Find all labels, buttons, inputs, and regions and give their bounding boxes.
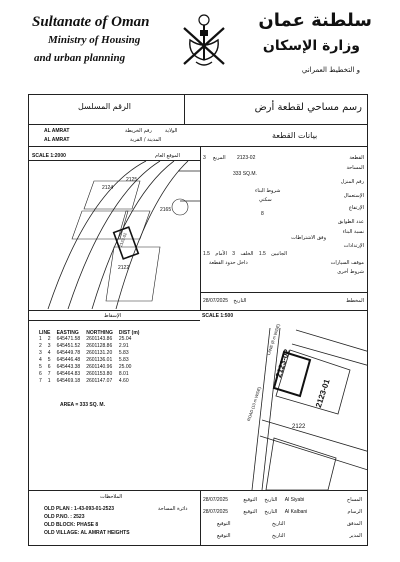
coverage-value: وفق الاشتراطات	[291, 235, 326, 241]
header-ar-line2: وزارة الإسكان	[262, 38, 360, 54]
header-ar-line1: سلطنة عمان	[258, 10, 372, 31]
wilayat-label: الولاية	[165, 128, 178, 134]
block-label: المربع	[213, 155, 226, 161]
note-old-block: OLD BLOCK: PHASE 8	[44, 522, 99, 528]
area-summary: AREA = 333 SQ. M.	[60, 402, 105, 408]
plot-number: 2123-02	[237, 155, 256, 161]
setbacks-label: الإرتدادات	[343, 243, 364, 249]
city-label: المدينة / القرية	[130, 137, 162, 143]
sketch-scale: SCALE 1:500	[202, 313, 234, 319]
emblem-icon	[176, 10, 232, 72]
coordinates-table	[36, 330, 142, 385]
table-row: 1 2 645471.58 2601143.86 25.04	[39, 336, 132, 342]
plot-number-label: القطعة	[349, 155, 364, 161]
wilayat-value: AL AMRAT	[44, 128, 70, 134]
table-row: 7 1 645469.18 2601147.07 4.60	[39, 378, 129, 384]
other-conditions-label: شروط أخرى	[337, 269, 364, 275]
use-label: الإستعمال	[343, 193, 364, 199]
note-old-plot: OLD P.NO. : 2523	[44, 514, 85, 520]
col-dist: DIST (m)	[118, 330, 140, 336]
signature-row: 28/07/2025 التاريخ التوقيع Al Siyabi المساح	[203, 497, 362, 503]
map-plot-2165: 2165	[160, 207, 172, 213]
map-number-label: رقم الخريطة	[125, 128, 152, 134]
plan-date: 28/07/2025 التاريخ	[203, 298, 247, 304]
building-conditions-label: شروط البناء	[255, 188, 281, 194]
col-northing: NORTHING	[86, 330, 113, 336]
plan-label: المخطط	[346, 298, 364, 304]
location-map-title: الموقع العام	[155, 153, 180, 159]
parking-value: داخل حدود القطعة	[209, 260, 248, 266]
use-value: سكني	[259, 197, 272, 203]
sketch-plot-a: 2123-02	[274, 348, 292, 379]
table-row: 5 6 645443.38 2601140.96 25.00	[39, 364, 132, 370]
table-row: 4 5 645446.48 2601136.01 5.83	[39, 357, 129, 363]
table-row: 3 4 645449.78 2601131.20 5.83	[39, 350, 129, 356]
area-value: 333 SQ.M.	[233, 171, 257, 177]
location-map-scale: SCALE 1:2000	[32, 153, 66, 159]
map-plot-2125: 2125	[126, 177, 138, 183]
coverage-label: نسبة البناء	[342, 229, 364, 235]
table-row: 2 3 645451.52 2601128.86 2.91	[39, 343, 129, 349]
signature-row: التاريخ التوقيع المدير	[217, 533, 362, 539]
plot-info-panel	[201, 147, 368, 310]
map-plot-2124: 2124	[102, 185, 114, 191]
map-plot-2123-02: 2123-02	[118, 232, 128, 248]
header-en-line1: Sultanate of Oman	[32, 14, 150, 30]
location-map	[28, 161, 200, 309]
block-number: 3	[203, 155, 206, 161]
height-label: الإرتفاع	[348, 205, 364, 211]
document-title: رسم مساحي لقطعة أرض	[254, 102, 362, 113]
sketch-plot-b: 2123-01	[314, 378, 332, 409]
signature-row: 28/07/2025 التاريخ التوقيع Al Kalbani الرسام	[203, 509, 362, 515]
sketch-lane-label: LANE (8 m WIDE)	[266, 323, 281, 356]
notes-title: الملاحظات	[100, 494, 123, 500]
serial-number-label: الرقم المسلسل	[78, 102, 132, 111]
plot-data-heading: بيانات القطعة	[272, 131, 318, 140]
city-value: AL AMRAT	[44, 137, 70, 143]
setbacks-row: 1.5 الجانبين 1.5 الخلف 3 الأمام	[203, 251, 288, 257]
header-en-line2: Ministry of Housing	[48, 34, 141, 46]
survey-dept-stamp: دائرة المساحة	[158, 506, 188, 512]
table-row: 6 7 645464.83 2601153.80 8.01	[39, 371, 129, 377]
plot-sketch	[200, 320, 368, 490]
map-plot-2122: 2122	[118, 265, 130, 271]
note-old-village: OLD VILLAGE: AL AMRAT HEIGHTS	[44, 530, 130, 536]
height-value: 8	[261, 211, 264, 217]
col-easting: EASTING	[56, 330, 79, 336]
parking-label: موقف السيارات	[330, 260, 364, 266]
sketch-road-label: ROAD (10 m WIDE)	[246, 385, 262, 422]
header-en-line3: and urban planning	[34, 52, 126, 64]
sketch-plot-c: 2122	[292, 424, 306, 430]
col-line: LINE	[39, 330, 51, 336]
signatures-table	[201, 493, 368, 545]
signature-row: التاريخ التوقيع المدقق	[217, 521, 362, 527]
header-ar-line3: و التخطيط العمراني	[301, 66, 360, 74]
house-number-label: رقم المنزل	[340, 179, 364, 185]
area-label: المساحة	[346, 165, 364, 171]
note-old-plan: OLD PLAN : 1-43-093-01-2523	[44, 506, 115, 512]
floors-label: عدد الطوابق	[338, 219, 364, 225]
sketch-title: الإسقاط	[104, 313, 122, 319]
